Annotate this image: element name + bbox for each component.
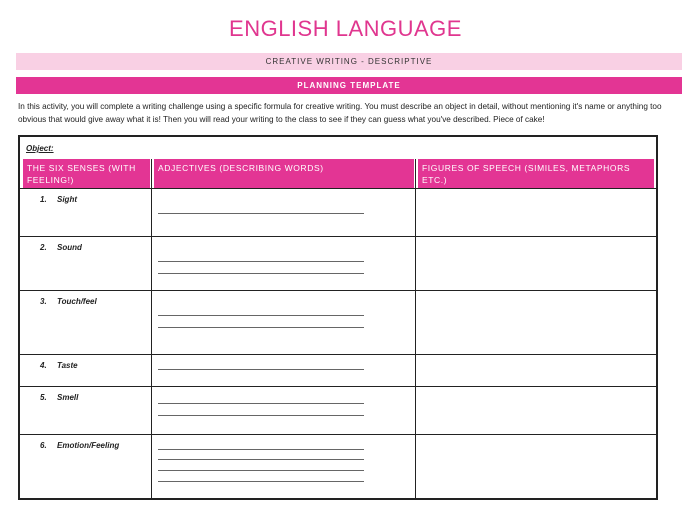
adjective-writing-line[interactable]: [158, 449, 364, 450]
column-divider: [415, 159, 416, 498]
row-divider: [20, 386, 656, 387]
sense-label: Emotion/Feeling: [57, 441, 120, 450]
column-header-adjectives: ADJECTIVES (DESCRIBING WORDS): [154, 159, 414, 188]
banner-band: PLANNING TEMPLATE: [16, 77, 682, 94]
row-divider: [20, 188, 656, 189]
sense-number: 5.: [40, 393, 47, 402]
sense-row-smell: [40, 393, 78, 402]
sense-label: Sight: [57, 195, 77, 204]
row-divider: [20, 290, 656, 291]
sense-row-touch: [40, 297, 97, 306]
adjective-writing-line[interactable]: [158, 470, 364, 471]
sense-number: 4.: [40, 361, 47, 370]
sense-row-sound: [40, 243, 82, 252]
planning-table: [18, 135, 658, 500]
sense-row-sight: [40, 195, 77, 204]
row-divider: [20, 236, 656, 237]
object-label: Object:: [26, 144, 54, 153]
row-divider: [20, 434, 656, 435]
intro-text: In this activity, you will complete a writing challenge using a specific formula for creative writing. You must describe an object in detail, without mentioning it's name or anything too obvious that would give away what it is! Then you will read your writing to the class to see if they can guess what you've described. Piece of cake!: [18, 102, 662, 124]
adjective-writing-line[interactable]: [158, 481, 364, 482]
column-header-figures: FIGURES OF SPEECH (SIMILES, METAPHORS ETC.): [418, 159, 654, 188]
adjective-writing-line[interactable]: [158, 213, 364, 214]
sense-label: Smell: [57, 393, 79, 402]
column-header-senses: THE SIX SENSES (WITH FEELING!): [23, 159, 150, 188]
adjective-writing-line[interactable]: [158, 315, 364, 316]
adjective-writing-line[interactable]: [158, 459, 364, 460]
sense-label: Sound: [57, 243, 82, 252]
row-divider: [20, 354, 656, 355]
adjective-writing-line[interactable]: [158, 327, 364, 328]
subtitle-band: CREATIVE WRITING - DESCRIPTIVE: [16, 53, 682, 70]
sense-number: 3.: [40, 297, 47, 306]
adjective-writing-line[interactable]: [158, 369, 364, 370]
sense-row-taste: [40, 361, 78, 370]
sense-row-emotion: [40, 441, 119, 450]
sense-label: Taste: [57, 361, 78, 370]
sense-number: 6.: [40, 441, 47, 450]
page-title: ENGLISH LANGUAGE: [229, 16, 462, 41]
sense-label: Touch/feel: [57, 297, 97, 306]
adjective-writing-line[interactable]: [158, 273, 364, 274]
adjective-writing-line[interactable]: [158, 403, 364, 404]
adjective-writing-line[interactable]: [158, 415, 364, 416]
sense-number: 2.: [40, 243, 47, 252]
column-divider: [151, 159, 152, 498]
adjective-writing-line[interactable]: [158, 261, 364, 262]
sense-number: 1.: [40, 195, 47, 204]
